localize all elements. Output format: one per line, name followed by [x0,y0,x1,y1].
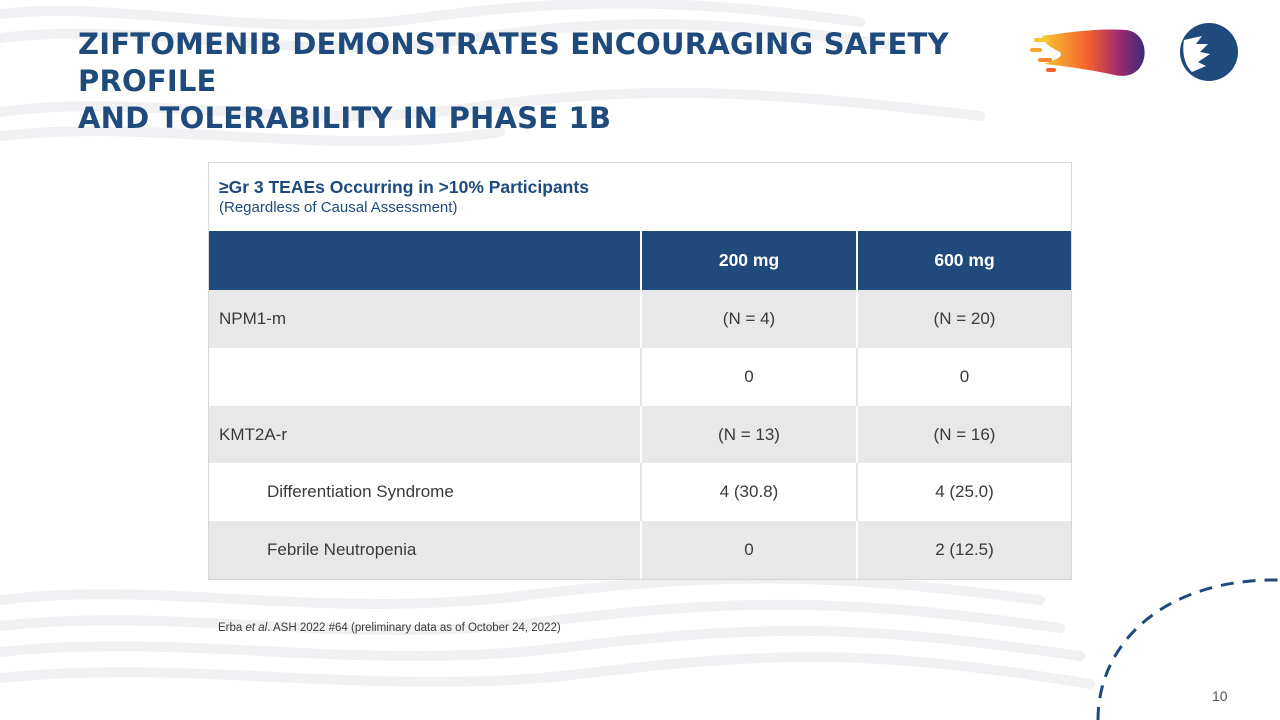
table-row [209,406,1071,463]
citation-details: . ASH 2022 #64 (preliminary data as of October 24, 2022) [267,622,561,634]
row-label: Febrile Neutropenia [267,540,417,559]
comet-graphic [1030,24,1150,80]
header-cell-200mg: 200 mg [640,231,856,290]
decorative-dashed-arc [1088,570,1280,720]
cell-200mg: 0 [640,521,856,579]
header-cell-600mg: 600 mg [856,231,1071,290]
slide-title-line-1: ZIFTOMENIB DEMONSTRATES ENCOURAGING SAFETY PROFILE [78,27,949,98]
slide-title-line-2: AND TOLERABILITY IN PHASE 1B [78,101,612,135]
table-caption-subtitle: (Regardless of Causal Assessment) [219,199,458,216]
cell-600mg: (N = 20) [856,290,1071,348]
cell-600mg: 2 (12.5) [856,521,1071,579]
header-cell-blank [209,231,640,290]
company-logo-icon [1178,22,1240,82]
row-label [209,348,640,406]
cell-600mg: 0 [856,348,1071,406]
cell-200mg: 4 (30.8) [640,463,856,521]
citation-author: Erba [218,622,246,634]
cell-600mg: 4 (25.0) [856,463,1071,521]
cell-200mg: 0 [640,348,856,406]
row-label: Differentiation Syndrome [267,482,454,501]
table-row [209,463,1071,521]
cell-600mg: (N = 16) [856,406,1071,463]
row-label: KMT2A-r [219,424,287,444]
page-number: 10 [1212,688,1228,704]
citation-footnote [218,622,561,634]
table-caption-title: ≥Gr 3 TEAEs Occurring in >10% Participants [219,177,589,197]
table-row [209,521,1071,579]
citation-et-al: et al [245,622,268,634]
cell-200mg: (N = 4) [640,290,856,348]
row-label: NPM1-m [219,309,287,328]
slide-title [78,26,1018,137]
cell-200mg: (N = 13) [640,406,856,463]
table-header-row [209,231,1071,290]
table-row [209,348,1071,406]
table-caption [208,162,1072,232]
table-row [209,290,1071,348]
